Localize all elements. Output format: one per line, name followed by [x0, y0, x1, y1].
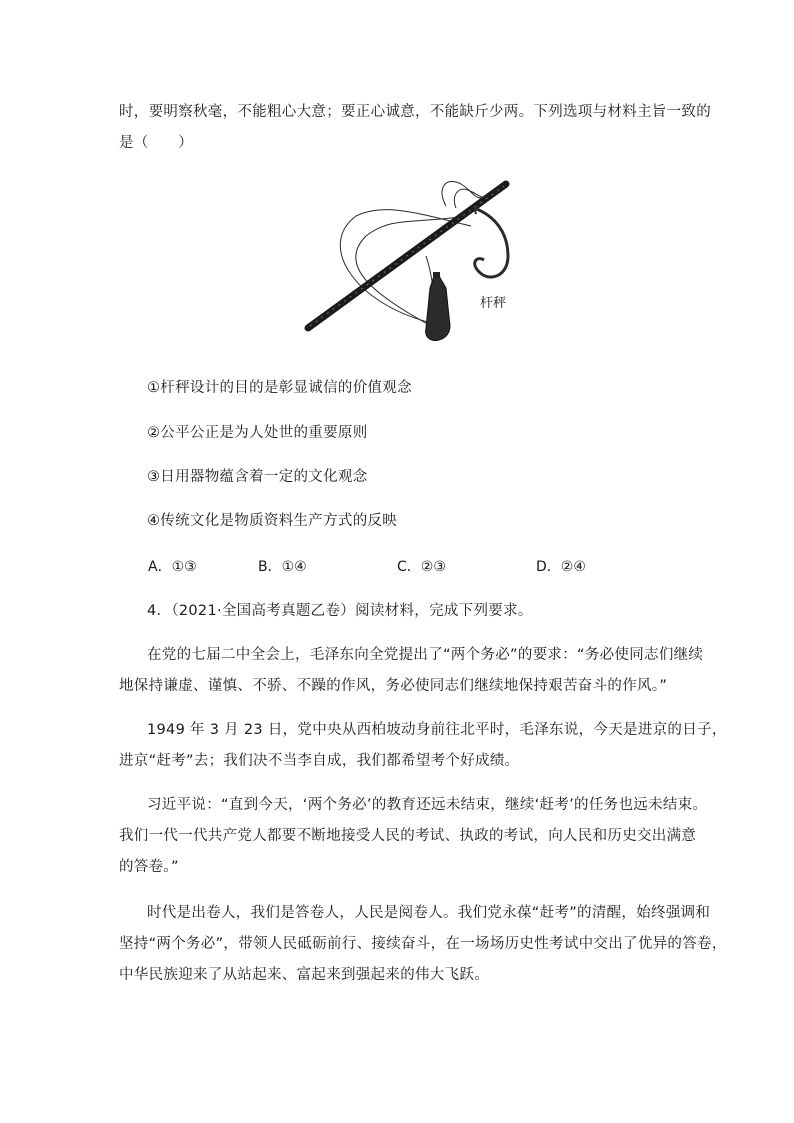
option-c[interactable]: C．②③: [397, 559, 446, 575]
option-b[interactable]: B．①④: [258, 559, 307, 575]
figure-label: 杆秤: [480, 296, 507, 311]
material-p3-line-2: 我们一代一代共产党人都要不断地接受人民的考试、执政的考试，向人民和历史交出满意: [119, 828, 697, 844]
material-p3-line-3: 的答卷。”: [119, 859, 179, 875]
counterweight-knob: [433, 272, 440, 278]
statement-4: ④传统文化是物质资料生产方式的反映: [147, 513, 398, 529]
material-p3-line-1: 习近平说：“直到今天，‘两个务必’的教育还远未结束，继续‘赶考’的任务也远未结束。: [147, 797, 708, 813]
intro-line-1: 时，要明察秋毫，不能粗心大意；要正心诚意，不能缺斤少两。下列选项与材料主旨一致的: [119, 104, 711, 120]
answer-options: [0, 556, 794, 578]
material-p1-line-1: 在党的七届二中全会上，毛泽东向全党提出了“两个务必”的要求：“务必使同志们继续: [147, 647, 704, 663]
intro-line-2: 是（ ）: [119, 135, 193, 151]
figure-background: [296, 176, 536, 354]
statement-3: ③日用器物蕴含着一定的文化观念: [147, 469, 368, 485]
material-p2-line-1: 1949 年 3 月 23 日，党中央从西柏坡动身前往北平时，毛泽东说，今天是进京的日子，: [147, 722, 727, 738]
material-p1-line-2: 地保持谦虚、谨慎、不骄、不躁的作风，务必使同志们继续地保持艰苦奋斗的作风。”: [119, 678, 668, 694]
material-p4-line-2: 坚持“两个务必”，带领人民砥砺前行、接续奋斗，在一场场历史性考试中交出了优异的答卷，: [119, 936, 727, 952]
option-a[interactable]: A．①③: [148, 559, 197, 575]
option-d[interactable]: D．②④: [536, 559, 586, 575]
statement-2: ②公平公正是为人处世的重要原则: [147, 425, 368, 441]
statement-1: ①杆秤设计的目的是彰显诚信的价值观念: [147, 380, 412, 396]
material-p4-line-3: 中华民族迎来了从站起来、富起来到强起来的伟大飞跃。: [119, 967, 489, 983]
material-p2-line-2: 进京“赶考”去；我们决不当李自成，我们都希望考个好成绩。: [119, 753, 520, 769]
question-4-heading: 4．（2021·全国高考真题乙卷）阅读材料，完成下列要求。: [147, 603, 533, 619]
material-p4-line-1: 时代是出卷人，我们是答卷人，人民是阅卷人。我们党永葆“赶考”的清醒，始终强调和: [147, 905, 711, 921]
steelyard-figure: [296, 176, 536, 354]
